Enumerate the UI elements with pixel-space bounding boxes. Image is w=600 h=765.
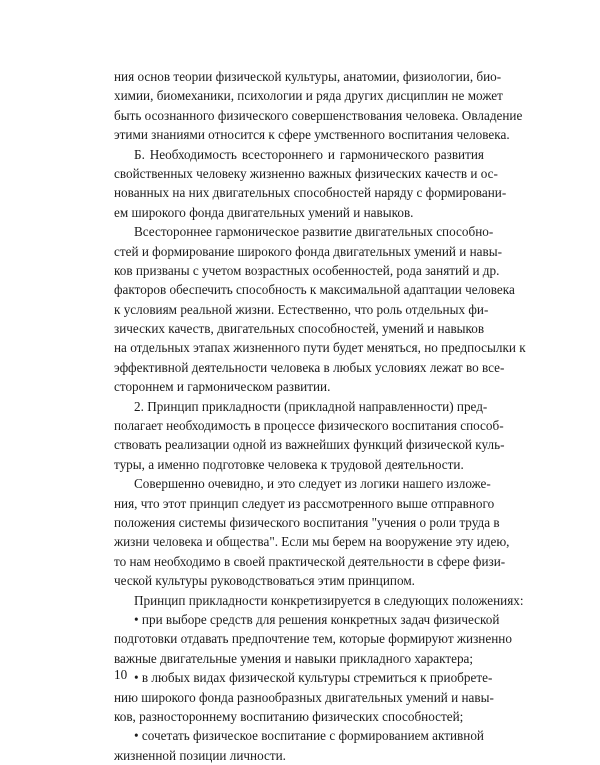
text-line: Совершенно очевидно, и это следует из логики нашего изложе- bbox=[134, 476, 491, 492]
body-text bbox=[114, 67, 526, 765]
text-line: этими знаниями относится к сфере умственного воспитания человека. bbox=[114, 127, 510, 143]
text-line: Б. Необходимость всестороннего и гармонического развития bbox=[134, 146, 484, 162]
text-line: стороннем и гармоническом развитии. bbox=[114, 379, 331, 395]
text-line: ков призваны с учетом возрастных особенностей, рода занятий и др. bbox=[114, 262, 500, 278]
text-line: Всестороннее гармоническое развитие двигательных способно- bbox=[134, 224, 494, 240]
text-line: зических качеств, двигательных способностей, умений и навыков bbox=[114, 321, 485, 337]
text-line: ния, что этот принцип следует из рассмотренного выше отправного bbox=[114, 495, 495, 511]
paragraph-principle-2 bbox=[114, 397, 505, 475]
text-line: быть осознанного физического совершенствования человека. Овладение bbox=[114, 107, 523, 123]
text-line: ствовать реализации одной из важнейших функций физической куль- bbox=[114, 437, 505, 453]
text-line: • в любых видах физической культуры стремиться к приобрете- bbox=[134, 670, 493, 686]
text-line: к условиям реальной жизни. Естественно, что роль отдельных фи- bbox=[114, 301, 489, 317]
text-line: 2. Принцип прикладности (прикладной направленности) пред- bbox=[134, 398, 488, 414]
text-line: важные двигательные умения и навыки прикладного характера; bbox=[114, 650, 474, 666]
text-line: ния основ теории физической культуры, анатомии, физиологии, био- bbox=[114, 69, 502, 84]
text-line: нию широкого фонда разнообразных двигательных умений и навы- bbox=[114, 689, 494, 705]
text-line: жизни человека и общества". Если мы берем на вооружение эту идею, bbox=[114, 534, 510, 550]
page-number: 10 bbox=[114, 667, 128, 682]
text-line: полагает необходимость в процессе физического воспитания способ- bbox=[114, 418, 504, 434]
text-line: Принцип прикладности конкретизируется в следующих положениях: bbox=[134, 592, 524, 608]
text-line: факторов обеспечить способность к максимальной адаптации человека bbox=[114, 282, 515, 298]
text-line: жизненной позиции личности. bbox=[114, 747, 286, 763]
text-line: эффективной деятельности человека в любых условиях лежат во все- bbox=[114, 359, 505, 375]
text-line: то нам необходимо в своей практической деятельности в сфере физи- bbox=[114, 553, 506, 569]
text-line: на отдельных этапах жизненного пути будет меняться, но предпосылки к bbox=[114, 340, 526, 356]
text-line: нованных на них двигательных способностей наряду с формировани- bbox=[114, 185, 507, 201]
text-line: ем широкого фонда двигательных умений и навыков. bbox=[114, 204, 414, 220]
text-line: • сочетать физическое воспитание с формированием активной bbox=[134, 728, 484, 744]
text-line: подготовки отдавать предпочтение тем, которые формируют жизненно bbox=[114, 631, 512, 647]
text-line: ческой культуры руководствоваться этим принципом. bbox=[114, 573, 415, 589]
text-line: химии, биомеханики, психологии и ряда других дисциплин не может bbox=[114, 88, 503, 104]
paragraph-concretized bbox=[114, 591, 524, 610]
text-line: свойственных человеку жизненно важных физических качеств и ос- bbox=[114, 165, 498, 181]
paragraph-continuation bbox=[114, 67, 523, 145]
paragraph-b bbox=[114, 145, 507, 223]
bullet-item-2 bbox=[114, 668, 494, 726]
text-line: • при выборе средств для решения конкретных задач физической bbox=[134, 611, 500, 627]
text-line: стей и формирование широкого фонда двигательных умений и навы- bbox=[114, 243, 502, 259]
paragraph-harmonic-development bbox=[114, 222, 526, 397]
bullet-item-1 bbox=[114, 610, 512, 668]
text-line: ков, разностороннему воспитанию физических способностей; bbox=[114, 708, 464, 724]
text-line: туры, а именно подготовке человека к трудовой деятельности. bbox=[114, 456, 464, 472]
paragraph-obvious bbox=[114, 474, 510, 590]
bullet-item-3 bbox=[114, 726, 484, 765]
text-line: положения системы физического воспитания "учения о роли труда в bbox=[114, 514, 500, 530]
